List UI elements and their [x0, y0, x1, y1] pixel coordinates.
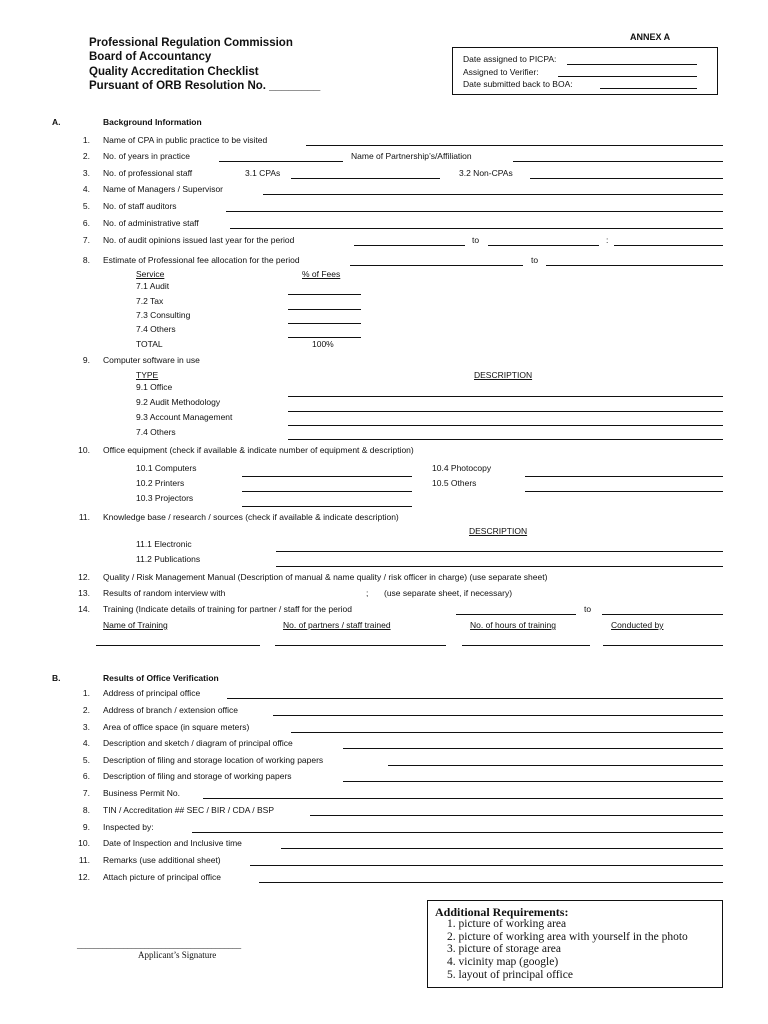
projectors-field[interactable]	[242, 506, 412, 507]
remarks-label: Remarks (use additional sheet)	[103, 855, 221, 865]
signature-label: Applicant’s Signature	[138, 950, 217, 960]
fee-period-from-field[interactable]	[350, 265, 523, 266]
cpa-name-field[interactable]	[306, 145, 723, 146]
to-label: to	[584, 604, 592, 614]
section-a-title: Background Information	[103, 117, 202, 127]
software-others-field[interactable]	[288, 439, 723, 440]
header-line-4: Pursuant of ORB Resolution No. ________	[89, 80, 321, 92]
quality-manual-label: Quality / Risk Management Manual (Description of manual & name quality / risk officer in charge) (use separate sheet)	[103, 572, 548, 582]
date-assigned-field[interactable]	[567, 64, 697, 65]
item-number: 11.	[78, 512, 90, 522]
managers-field[interactable]	[263, 194, 723, 195]
equipment-printers: 10.2 Printers	[136, 478, 185, 488]
tin-accreditation-field[interactable]	[310, 815, 723, 816]
requirement-item: 3. picture of storage area	[447, 943, 561, 955]
software-row-audit: 9.2 Audit Methodology	[136, 397, 221, 407]
tin-accreditation-label: TIN / Accreditation ## SEC / BIR / CDA / BSP	[103, 805, 275, 815]
office-sketch-label: Description and sketch / diagram of principal office	[103, 738, 293, 748]
description-header: DESCRIPTION	[474, 370, 533, 380]
attach-picture-field[interactable]	[259, 882, 723, 883]
equipment-others-field[interactable]	[525, 491, 723, 492]
to-label: to	[531, 255, 539, 265]
fee-period-to-field[interactable]	[546, 265, 723, 266]
fees-header: % of Fees	[302, 269, 341, 279]
software-account-field[interactable]	[288, 425, 723, 426]
partnership-field[interactable]	[513, 161, 723, 162]
knowledge-electronic: 11.1 Electronic	[136, 539, 192, 549]
attach-picture-label: Attach picture of principal office	[103, 872, 221, 882]
audit-opinions-label: No. of audit opinions issued last year for the period	[103, 235, 295, 245]
item-number: 12.	[78, 572, 90, 582]
item-number: 6.	[82, 218, 90, 228]
staff-auditors-field[interactable]	[226, 211, 723, 212]
professional-staff-label: No. of professional staff	[103, 168, 193, 178]
software-label: Computer software in use	[103, 355, 200, 365]
fee-allocation-label: Estimate of Professional fee allocation for the period	[103, 255, 300, 265]
inspected-by-label: Inspected by:	[103, 822, 154, 832]
filing-storage-label: Description of filing and storage of working papers	[103, 771, 292, 781]
item-number: 7.	[82, 235, 90, 245]
additional-title: Additional Requirements:	[435, 905, 569, 919]
branch-address-label: Address of branch / extension office	[103, 705, 238, 715]
fee-row-audit: 7.1 Audit	[136, 281, 170, 291]
item-number: 4.	[82, 184, 90, 194]
equipment-projectors: 10.3 Projectors	[136, 493, 194, 503]
office-area-field[interactable]	[291, 732, 723, 733]
annex-label: ANNEX A	[630, 32, 671, 42]
partnership-label: Name of Partnership’s/Affiliation	[351, 151, 472, 161]
item-number: 8.	[82, 805, 90, 815]
cpa-name-label: Name of CPA in public practice to be visited	[103, 135, 268, 145]
training-label: Training (Indicate details of training for partner / staff for the period	[103, 604, 352, 614]
item-number: 1.	[82, 688, 90, 698]
date-assigned-label: Date assigned to PICPA:	[463, 54, 557, 64]
conducted-by-field[interactable]	[603, 645, 723, 646]
item-number: 11.	[78, 855, 90, 865]
item-number: 5.	[82, 201, 90, 211]
photocopy-field[interactable]	[525, 476, 723, 477]
years-practice-label: No. of years in practice	[103, 151, 190, 161]
equipment-label: Office equipment (check if available & indicate number of equipment & description)	[103, 445, 414, 455]
computers-field[interactable]	[242, 476, 412, 477]
remarks-field[interactable]	[250, 865, 723, 866]
item-number: 5.	[82, 755, 90, 765]
header-line-2: Board of Accountancy	[89, 51, 212, 63]
fee-row-others: 7.4 Others	[136, 324, 176, 334]
cpas-label: 3.1 CPAs	[245, 168, 281, 178]
item-number: 10.	[78, 838, 90, 848]
electronic-field[interactable]	[276, 551, 723, 552]
training-period-to-field[interactable]	[602, 614, 723, 615]
colon-label: :	[606, 235, 609, 245]
fee-total-value: 100%	[312, 339, 334, 349]
knowledge-base-label: Knowledge base / research / sources (check if available & indicate description)	[103, 512, 399, 522]
assigned-verifier-label: Assigned to Verifier:	[463, 67, 539, 77]
equipment-computers: 10.1 Computers	[136, 463, 197, 473]
filing-location-label: Description of filing and storage location of working papers	[103, 755, 324, 765]
section-a-letter: A.	[52, 117, 61, 127]
admin-staff-field[interactable]	[230, 228, 723, 229]
partners-trained-header: No. of partners / staff trained	[283, 620, 391, 630]
item-number: 2.	[82, 151, 90, 161]
training-name-header: Name of Training	[103, 620, 168, 630]
non-cpas-label: 3.2 Non-CPAs	[459, 168, 513, 178]
office-sketch-field[interactable]	[343, 748, 723, 749]
item-number: 4.	[82, 738, 90, 748]
branch-address-field[interactable]	[273, 715, 723, 716]
office-area-label: Area of office space (in square meters)	[103, 722, 250, 732]
item-number: 8.	[82, 255, 90, 265]
software-audit-field[interactable]	[288, 411, 723, 412]
audit-period-from-field[interactable]	[354, 245, 465, 246]
hours-training-field[interactable]	[462, 645, 590, 646]
partners-trained-field[interactable]	[275, 645, 446, 646]
knowledge-publications: 11.2 Publications	[136, 554, 201, 564]
printers-field[interactable]	[242, 491, 412, 492]
section-b-letter: B.	[52, 673, 61, 683]
years-practice-field[interactable]	[219, 161, 343, 162]
managers-label: Name of Managers / Supervisor	[103, 184, 223, 194]
header-line-1: Professional Regulation Commission	[89, 37, 293, 49]
to-label: to	[472, 235, 480, 245]
hours-training-header: No. of hours of training	[470, 620, 556, 630]
inspection-date-label: Date of Inspection and Inclusive time	[103, 838, 242, 848]
assigned-verifier-field[interactable]	[558, 76, 697, 77]
inspection-date-field[interactable]	[281, 848, 723, 849]
item-number: 12.	[78, 872, 90, 882]
inspected-by-field[interactable]	[192, 832, 723, 833]
filing-storage-field[interactable]	[343, 781, 723, 782]
training-name-field[interactable]	[96, 645, 260, 646]
filing-location-field[interactable]	[388, 765, 723, 766]
software-row-account: 9.3 Account Management	[136, 412, 233, 422]
signature-line[interactable]: _______________________________________	[77, 940, 241, 950]
conducted-by-header: Conducted by	[611, 620, 664, 630]
principal-address-label: Address of principal office	[103, 688, 201, 698]
fee-consulting-field[interactable]	[288, 323, 361, 324]
item-number: 7.	[82, 788, 90, 798]
random-interview-label: Results of random interview with	[103, 588, 226, 598]
business-permit-label: Business Permit No.	[103, 788, 180, 798]
item-number: 14.	[78, 604, 90, 614]
cpas-field[interactable]	[291, 178, 440, 179]
item-number: 2.	[82, 705, 90, 715]
software-row-office: 9.1 Office	[136, 382, 173, 392]
equipment-others: 10.5 Others	[432, 478, 477, 488]
software-office-field[interactable]	[288, 396, 723, 397]
staff-auditors-label: No. of staff auditors	[103, 201, 177, 211]
software-row-others: 7.4 Others	[136, 427, 176, 437]
audit-opinions-count-field[interactable]	[614, 245, 723, 246]
item-number: 10.	[78, 445, 90, 455]
business-permit-field[interactable]	[203, 798, 723, 799]
header-line-3: Quality Accreditation Checklist	[89, 66, 259, 78]
principal-address-field[interactable]	[227, 698, 723, 699]
publications-field[interactable]	[276, 566, 723, 567]
item-number: 13.	[78, 588, 90, 598]
section-b-title: Results of Office Verification	[103, 673, 219, 683]
knowledge-description-header: DESCRIPTION	[469, 526, 528, 536]
equipment-photocopy: 10.4 Photocopy	[432, 463, 492, 473]
requirement-item: 4. vicinity map (google)	[447, 956, 559, 968]
non-cpas-field[interactable]	[530, 178, 723, 179]
service-header: Service	[136, 269, 165, 279]
item-number: 3.	[82, 168, 90, 178]
date-submitted-label: Date submitted back to BOA:	[463, 79, 573, 89]
date-submitted-field[interactable]	[600, 88, 697, 89]
item-number: 9.	[82, 822, 90, 832]
fee-row-tax: 7.2 Tax	[136, 296, 164, 306]
requirement-item: 2. picture of working area with yourself in the photo	[447, 931, 688, 943]
fee-total-label: TOTAL	[136, 339, 163, 349]
fee-row-consulting: 7.3 Consulting	[136, 310, 191, 320]
requirement-item: 5. layout of principal office	[447, 969, 573, 981]
requirement-item: 1. picture of working area	[447, 918, 567, 930]
item-number: 6.	[82, 771, 90, 781]
item-number: 9.	[82, 355, 90, 365]
item-number: 1.	[82, 135, 90, 145]
training-period-from-field[interactable]	[456, 614, 576, 615]
semicolon-label: ;	[366, 588, 369, 598]
audit-period-to-field[interactable]	[488, 245, 599, 246]
type-header: TYPE	[136, 370, 159, 380]
admin-staff-label: No. of administrative staff	[103, 218, 199, 228]
separate-sheet-note: (use separate sheet, if necessary)	[384, 588, 513, 598]
fee-others-field[interactable]	[288, 337, 361, 338]
fee-audit-field[interactable]	[288, 294, 361, 295]
item-number: 3.	[82, 722, 90, 732]
fee-tax-field[interactable]	[288, 309, 361, 310]
